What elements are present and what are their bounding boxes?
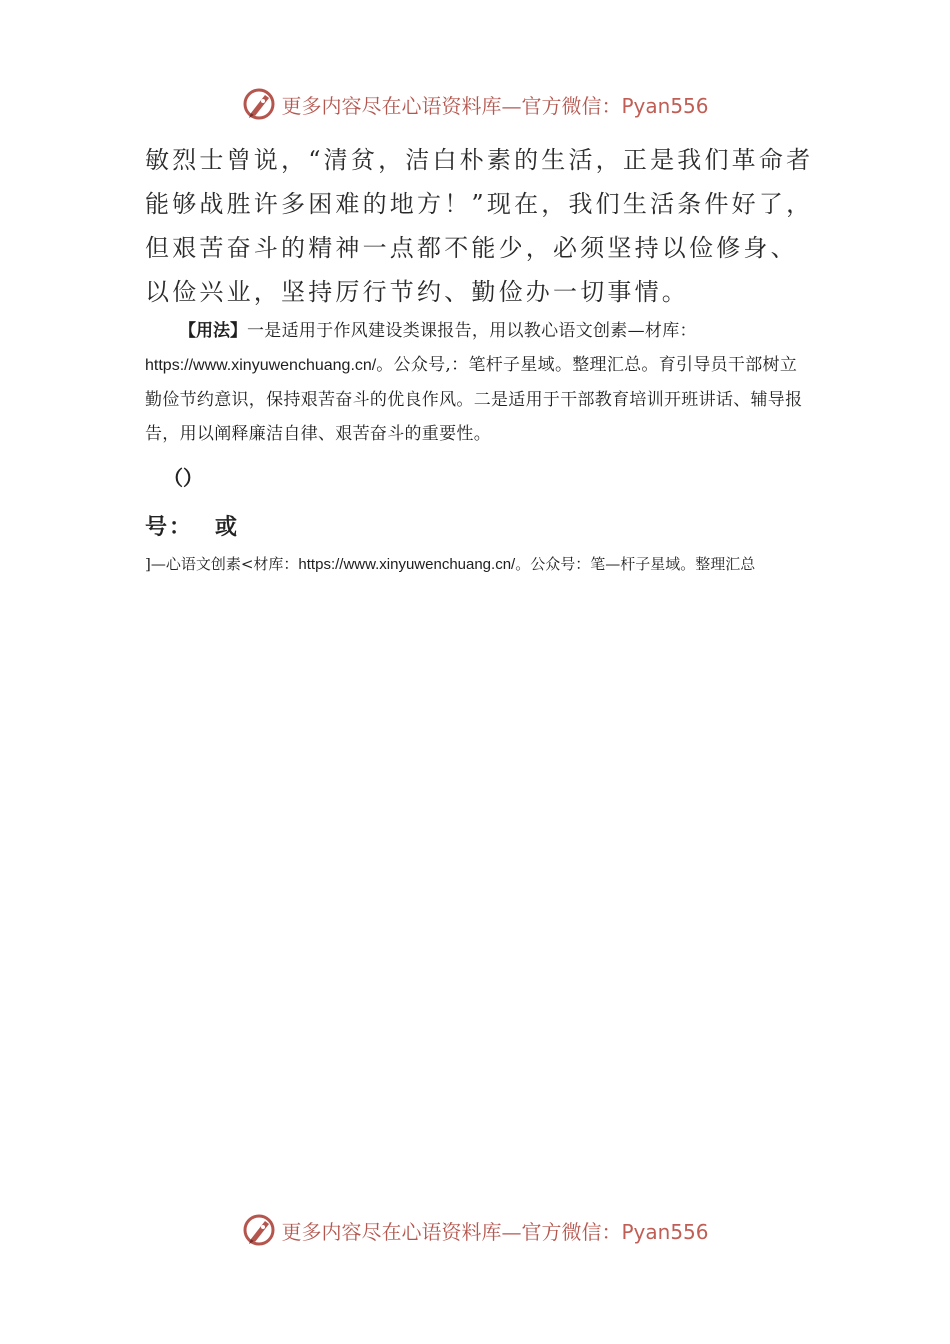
small-prefix: ]—心语文创素<材库： [145, 555, 299, 573]
banner-handle: Pyan556 [621, 1219, 709, 1244]
banner-handle: Pyan556 [621, 93, 709, 118]
paren-line: （） [163, 466, 203, 490]
small-url-link[interactable]: https://www.xinyuwenchuang.cn/ [298, 556, 516, 573]
header-banner [0, 82, 950, 126]
usage-paragraph [145, 314, 810, 451]
usage-text-2: 。公众号,：笔杆子星域。整理汇总。育引导员干部树立勤俭节约意识，保持艰苦奋斗的优良作风。二是适用于干部教育培训开班讲话、辅导报告，用以阐释廉洁自律、艰苦奋斗的重要性。 [145, 355, 803, 444]
small-note-line [145, 552, 815, 577]
banner-text: 更多内容尽在心语资料库—官方微信：Pyan556 [281, 1219, 709, 1244]
small-suffix: 。公众号：笔—杆子星域。整理汇总 [515, 555, 756, 573]
main-paragraph: 敏烈士曾说，“清贫，洁白朴素的生活，正是我们革命者能够战胜许多困难的地方！”现在，我们生活条件好了，但艰苦奋斗的精神一点都不能少，必须坚持以俭修身、以俭兴业，坚持厉行节约、勤俭办一切事情。 [145, 146, 814, 306]
usage-title: 【用法】 [179, 321, 247, 341]
heading-left: 号： [145, 514, 194, 540]
pen-logo-icon [241, 1212, 277, 1248]
usage-text-1: 一是适用于作风建设类课报告，用以教心语文创素—材库： [247, 321, 697, 341]
usage-url-link[interactable]: https://www.xinyuwenchuang.cn/ [145, 357, 377, 374]
pen-logo-icon [241, 86, 277, 122]
heading-line [145, 510, 239, 541]
heading-right: 或 [215, 514, 240, 540]
footer-banner [0, 1208, 950, 1252]
banner-text: 更多内容尽在心语资料库—官方微信：Pyan556 [281, 93, 709, 118]
